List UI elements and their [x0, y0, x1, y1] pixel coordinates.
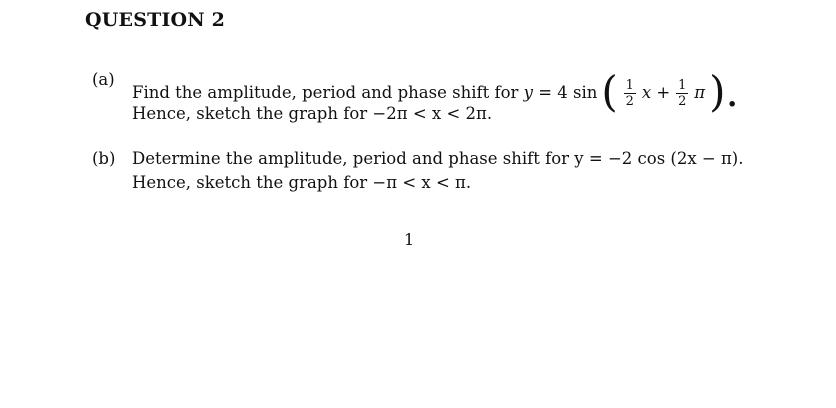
fraction-one-half-2: [676, 79, 688, 108]
part-a-prefix: Find the amplitude, period and phase shift for: [132, 82, 524, 102]
right-parenthesis: ).: [709, 67, 739, 116]
question-title: QUESTION 2: [85, 9, 226, 31]
part-a-equation-lhs: y =: [523, 82, 553, 102]
part-a-line-2: Hence, sketch the graph for −2π < x < 2π.: [132, 104, 493, 123]
fraction-2-denominator: 2: [678, 93, 687, 109]
part-b-line-2: Hence, sketch the graph for −π < x < π.: [132, 173, 472, 192]
part-a-pi: π: [694, 82, 706, 102]
left-parenthesis: (: [601, 67, 618, 116]
fraction-2-numerator: 1: [678, 77, 687, 93]
part-a-label: (a): [92, 70, 115, 89]
page-number: 1: [404, 230, 415, 249]
part-a-equation-coefficient: 4 sin: [557, 82, 598, 102]
fraction-1-denominator: 2: [625, 93, 634, 109]
part-b-label: (b): [92, 149, 116, 168]
part-a-x-term: x +: [641, 82, 671, 102]
fraction-one-half-1: [624, 79, 636, 108]
fraction-1-numerator: 1: [625, 77, 634, 93]
part-b-line-1: Determine the amplitude, period and phase shift for y = −2 cos (2x − π).: [132, 149, 744, 168]
part-a-equation: [557, 67, 739, 116]
